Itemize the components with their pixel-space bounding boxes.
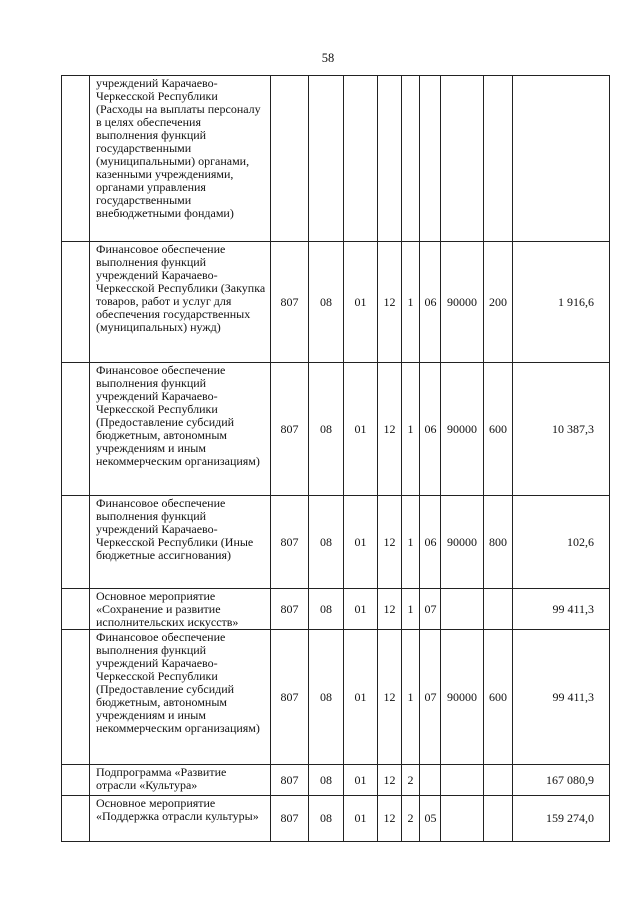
- ministry-code: 807: [271, 242, 309, 363]
- ministry-code: 807: [271, 589, 309, 630]
- program-code: [378, 76, 402, 242]
- row-name: Основное мероприятие «Поддержка отрасли культуры»: [90, 796, 271, 842]
- program-code: 12: [378, 496, 402, 589]
- blank-cell: [62, 363, 90, 496]
- amount: 10 387,3: [513, 363, 610, 496]
- program-code: 12: [378, 796, 402, 842]
- subsection-code: [344, 76, 378, 242]
- ministry-code: 807: [271, 765, 309, 796]
- expense-type-code: 600: [484, 630, 513, 765]
- program-code: 12: [378, 630, 402, 765]
- subsection-code: 01: [344, 765, 378, 796]
- table-row: [62, 630, 610, 765]
- table-row: [62, 796, 610, 842]
- section-code: 08: [309, 765, 344, 796]
- event-code: [420, 76, 441, 242]
- ministry-code: 807: [271, 496, 309, 589]
- amount: 99 411,3: [513, 589, 610, 630]
- subprogram-code: 1: [402, 363, 420, 496]
- row-name: учреждений Карачаево-Черкесской Республики (Расходы на выплаты персоналу в целях обеспечения выполнения функций государственными (муниципальными) органами, казенными учреждениями, органами управления государственными внебюджетными фондами): [90, 76, 271, 242]
- subprogram-code: 1: [402, 496, 420, 589]
- expense-type-code: [484, 589, 513, 630]
- row-name: Финансовое обеспечение выполнения функций учреждений Карачаево-Черкесской Республики (Иные бюджетные ассигнования): [90, 496, 271, 589]
- subprogram-code: [402, 76, 420, 242]
- table-row: [62, 363, 610, 496]
- subprogram-code: 1: [402, 589, 420, 630]
- row-name: Финансовое обеспечение выполнения функций учреждений Карачаево-Черкесской Республики (Предоставление субсидий бюджетным, автономным учреждениям и иным некоммерческим организациям): [90, 630, 271, 765]
- blank-cell: [62, 630, 90, 765]
- event-code: 07: [420, 589, 441, 630]
- amount: 102,6: [513, 496, 610, 589]
- subsection-code: 01: [344, 363, 378, 496]
- section-code: 08: [309, 496, 344, 589]
- table-row: [62, 242, 610, 363]
- section-code: 08: [309, 363, 344, 496]
- event-code: 06: [420, 496, 441, 589]
- row-name: Основное мероприятие «Сохранение и развитие исполнительских искусств»: [90, 589, 271, 630]
- subprogram-code: 2: [402, 765, 420, 796]
- table-row: [62, 589, 610, 630]
- subprogram-code: 1: [402, 630, 420, 765]
- amount: [513, 76, 610, 242]
- expense-type-code: 600: [484, 363, 513, 496]
- budget-table: [61, 75, 610, 842]
- direction-code: 90000: [441, 496, 484, 589]
- ministry-code: 807: [271, 363, 309, 496]
- amount: 167 080,9: [513, 765, 610, 796]
- direction-code: [441, 76, 484, 242]
- amount: 99 411,3: [513, 630, 610, 765]
- subsection-code: 01: [344, 242, 378, 363]
- amount: 1 916,6: [513, 242, 610, 363]
- direction-code: [441, 589, 484, 630]
- blank-cell: [62, 496, 90, 589]
- subsection-code: 01: [344, 496, 378, 589]
- event-code: 06: [420, 242, 441, 363]
- direction-code: [441, 796, 484, 842]
- blank-cell: [62, 76, 90, 242]
- subsection-code: 01: [344, 630, 378, 765]
- expense-type-code: [484, 76, 513, 242]
- ministry-code: 807: [271, 630, 309, 765]
- blank-cell: [62, 765, 90, 796]
- program-code: 12: [378, 765, 402, 796]
- row-name: Подпрограмма «Развитие отрасли «Культура»: [90, 765, 271, 796]
- event-code: 05: [420, 796, 441, 842]
- expense-type-code: 200: [484, 242, 513, 363]
- program-code: 12: [378, 363, 402, 496]
- blank-cell: [62, 589, 90, 630]
- ministry-code: 807: [271, 796, 309, 842]
- subprogram-code: 2: [402, 796, 420, 842]
- section-code: 08: [309, 796, 344, 842]
- event-code: [420, 765, 441, 796]
- blank-cell: [62, 242, 90, 363]
- table-row: [62, 76, 610, 242]
- subprogram-code: 1: [402, 242, 420, 363]
- subsection-code: 01: [344, 796, 378, 842]
- table-row: [62, 496, 610, 589]
- section-code: 08: [309, 630, 344, 765]
- event-code: 06: [420, 363, 441, 496]
- ministry-code: [271, 76, 309, 242]
- event-code: 07: [420, 630, 441, 765]
- expense-type-code: [484, 765, 513, 796]
- direction-code: 90000: [441, 363, 484, 496]
- direction-code: 90000: [441, 242, 484, 363]
- row-name: Финансовое обеспечение выполнения функций учреждений Карачаево-Черкесской Республики (Предоставление субсидий бюджетным, автономным учреждениям и иным некоммерческим организациям): [90, 363, 271, 496]
- program-code: 12: [378, 589, 402, 630]
- direction-code: 90000: [441, 630, 484, 765]
- amount: 159 274,0: [513, 796, 610, 842]
- expense-type-code: 800: [484, 496, 513, 589]
- section-code: 08: [309, 242, 344, 363]
- direction-code: [441, 765, 484, 796]
- row-name: Финансовое обеспечение выполнения функций учреждений Карачаево-Черкесской Республики (Закупка товаров, работ и услуг для обеспечения государственных (муниципальных) нужд): [90, 242, 271, 363]
- blank-cell: [62, 796, 90, 842]
- expense-type-code: [484, 796, 513, 842]
- page-number: 58: [321, 51, 335, 65]
- program-code: 12: [378, 242, 402, 363]
- table-row: [62, 765, 610, 796]
- section-code: 08: [309, 589, 344, 630]
- subsection-code: 01: [344, 589, 378, 630]
- section-code: [309, 76, 344, 242]
